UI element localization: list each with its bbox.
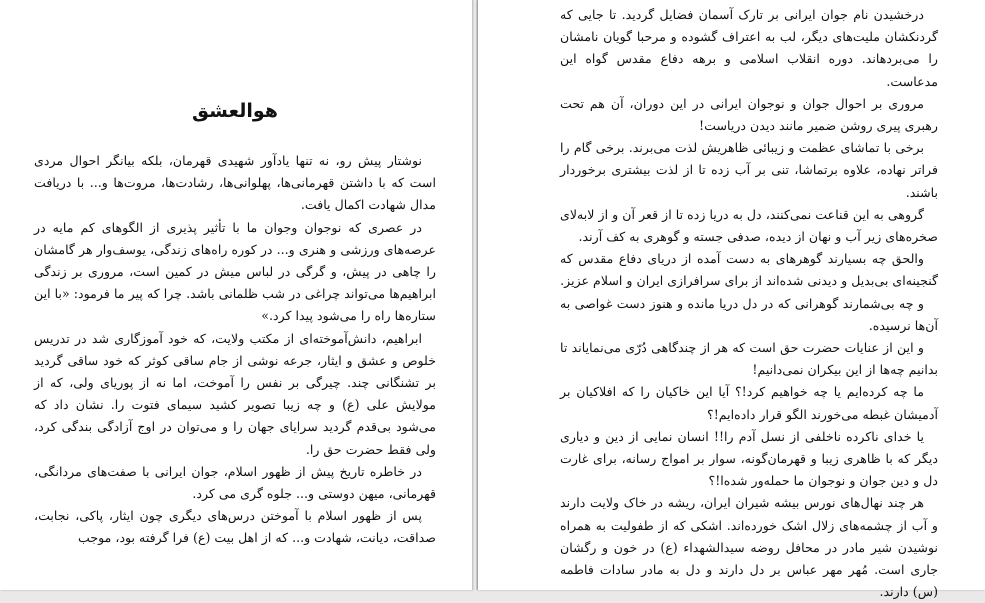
paragraph: درخشیدن نام جوان ایرانی بر تارک آسمان فضایل گردید. تا جایی که گردنکشان ملیت‌های دیگر، لب به اعتراف گشوده و مرحبا گویان نامشان را می‌بردهاند. دوره انقلاب اسلامی و برهه دفاع مقدس گواه این مدعاست.	[560, 7, 938, 89]
paragraph: ابراهیم، دانش‌آموخته‌ای از مکتب ولایت، که خود آموزگاری شد در تدریس خلوص و عشق و ایثار، جرعه نوشی از جام ساقی کوثر که خود ساقی گردید بر تشنگانی چند. چیرگی بر نفس را آموخت، اما نه از پوریای ولی، که از مولایش علی (ع) و چه زیبا تصویر کشید سیمای فتوت را. نشان داد که می‌شود بی‌قدم گردید سرایای جهان را و می‌توان در اوج آزادگی بندگی کرد، ولی فقط حضرت حق را.	[34, 330, 436, 457]
right-text-column	[560, 4, 938, 603]
paragraph: والحق چه بسیارند گوهرهای به دست آمده از دریای دفاع مقدس که گنجینه‌ای بی‌بدیل و دیدنی شده‌اند از برای سرافرازی ایران و اسلام عزیز.	[560, 251, 938, 289]
page-heading: هوالعشق	[192, 100, 278, 122]
paragraph: گروهی به این قناعت نمی‌کنند، دل به دریا زده تا از قعر آن و از لابه‌لای صخره‌های زیر آب و نهان از دیده، صدفی جسته و گوهری به کف آرند.	[560, 206, 938, 245]
paragraph: و این از عنایات حضرت حق است که هر از چندگاهی دُرّی می‌نمایاند تا بدانیم چه‌ها از این بیکران نمی‌دانیم!	[560, 340, 938, 378]
left-text-column	[34, 150, 436, 550]
paragraph: در عصری که نوجوان وجوان ما با تأثیر پذیری از الگوهای کم مایه در عرصه‌های ورزشی و هنری و... در کوره راه‌های زندگی، یوسف‌وار هر گامشان را چاهی در پیش، و گرگی در لباس میش در کمین است، مروری بر زندگی ابراهیم‌ها می‌تواند چراغی در شب ظلمانی باشد. چرا که پیر ما فرمود: «با این ستاره‌ها راه را می‌شود پیدا کرد.»	[34, 219, 436, 324]
paragraph: و چه بی‌شمارند گوهرانی که در دل دریا مانده و هنوز دست غواصی به آن‌ها نرسیده.	[560, 295, 938, 333]
paragraph: پس از ظهور اسلام با آموختن درس‌های دیگری چون ایثار، پاکی، نجابت، صداقت، دیانت، شهادت و... که از اهل بیت (ع) فرا گرفته بود، موجب	[34, 508, 436, 546]
paragraph: برخی با تماشای عظمت و زیبائی ظاهریش لذت می‌برند. برخی گام را فراتر نهاده، علاوه برتماشا، تنی بر آب زده تا از لذت بیشتری برخوردار باشند.	[560, 140, 938, 200]
left-page	[0, 0, 472, 590]
paragraph: ما چه کرده‌ایم یا چه خواهیم کرد!؟ آیا این خاکیان را که افلاکیان بر آدمیشان غبطه می‌خورند الگو قرار داده‌ایم!؟	[560, 384, 938, 422]
right-page	[478, 0, 985, 600]
paragraph: در خاطره تاریخ پیش از ظهور اسلام، جوان ایرانی با صفت‌های مردانگی، قهرمانی، میهن دوستی و... جلوه گری می کرد.	[34, 463, 436, 502]
paragraph: نوشتار پیش رو، نه تنها یادآور شهیدی قهرمان، بلکه بیانگر احوال مردی است که با داشتن قهرمانی‌ها، پهلوانی‌ها، رشادت‌ها، مروت‌ها و... با دریافت مدال شهادت اکمال یافت.	[34, 153, 436, 213]
paragraph: هر چند نهال‌های نورس بیشه شیران ایران، ریشه در خاک ولایت دارند و آب از چشمه‌های زلال اشک خورده‌اند. اشکی که از طفولیت به همراه نوشیدن شیر مادر در محافل روضه سیدالشهداء (ع) در خون و رگشان جاری است. مُهر مهر عباس بر دل دارند و دل به مادر سادات فاطمه (س) دارند.	[560, 495, 938, 600]
paragraph: یا خدای ناکرده ناخلفی از نسل آدم را!! انسان نمایی از دین و دیاری دیگر که با ظاهری زیبا و قهرمان‌گونه، سوار بر امواج رسانه، برای غارت دل و دین جوان و نوجوان ما حمله‌ور شده‌ا!؟	[560, 428, 938, 489]
paragraph: مروری بر احوال جوان و نوجوان ایرانی در این دوران، آن هم تحت رهبری پیری روشن ضمیر مانند دیدن دریاست!	[560, 95, 938, 134]
